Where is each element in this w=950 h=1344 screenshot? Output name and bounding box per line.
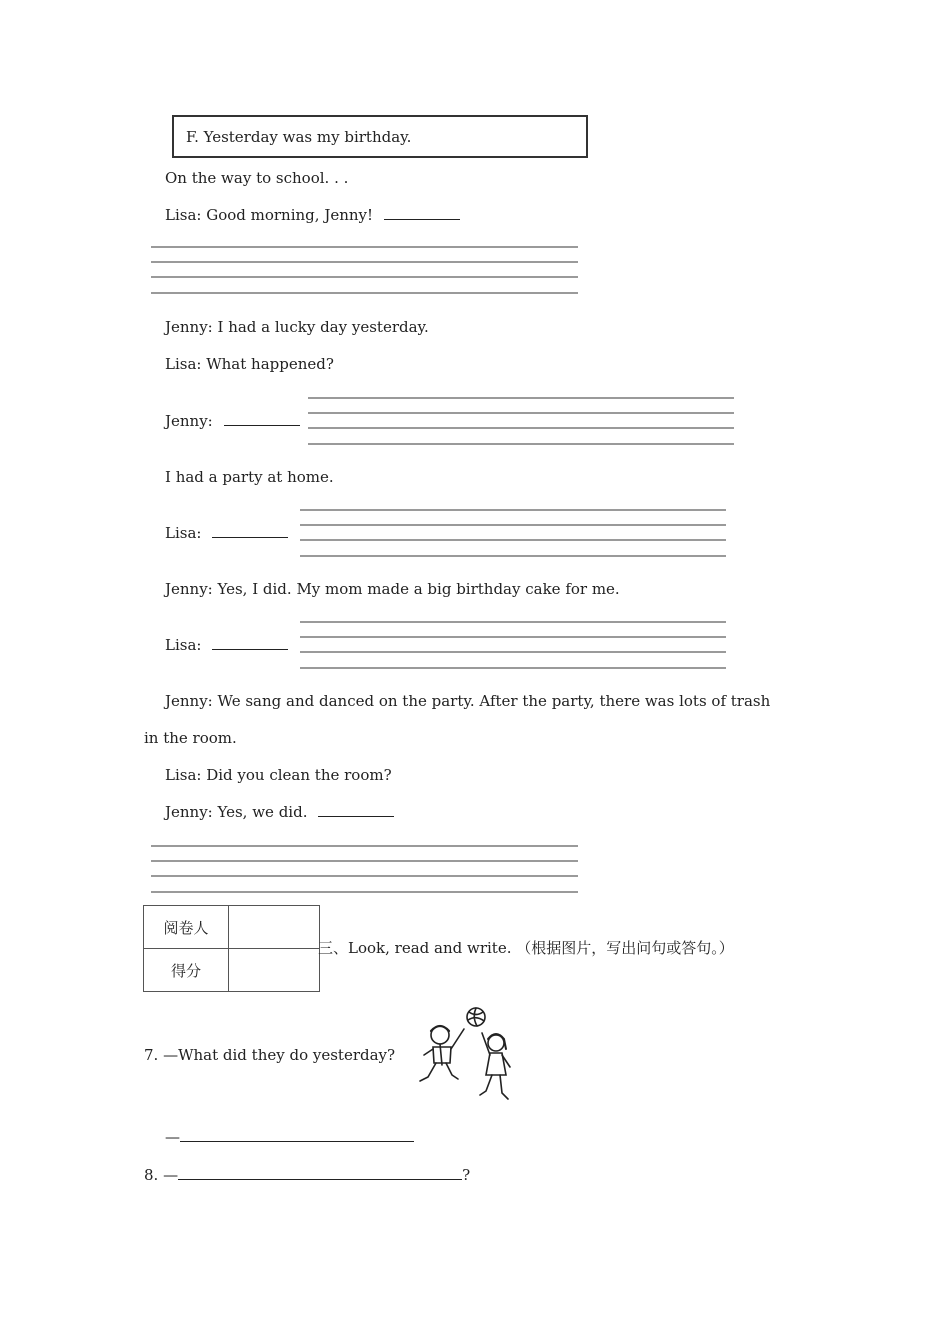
writing-lines[interactable]: [151, 246, 578, 296]
rule-line: [300, 509, 726, 511]
question-8: [144, 1163, 470, 1185]
dialogue-line-2: Jenny: I had a lucky day yesterday.: [165, 318, 429, 336]
question-8-prefix: 8. —: [144, 1166, 179, 1184]
rule-line: [151, 891, 578, 893]
rule-line: [300, 667, 726, 669]
writing-lines[interactable]: [300, 621, 726, 671]
dialogue-line-9a: Jenny: We sang and danced on the party. After the party, there was lots of trash: [165, 692, 771, 710]
rule-line: [151, 276, 578, 278]
rule-line: [308, 397, 734, 399]
section-f-title-box: [172, 115, 588, 158]
rule-line: [300, 555, 726, 557]
reviewer-label: 阅卷人: [144, 906, 229, 949]
answer-7-line: [165, 1125, 414, 1147]
answer-7-blank[interactable]: [180, 1125, 414, 1142]
question-7: 7. —What did they do yesterday?: [144, 1046, 396, 1064]
rule-line: [151, 292, 578, 294]
rule-line: [308, 412, 734, 414]
score-cell[interactable]: [229, 949, 320, 992]
intro-line: On the way to school. . .: [165, 169, 349, 187]
rule-line: [151, 261, 578, 263]
dialogue-line-3: Lisa: What happened?: [165, 355, 334, 373]
rule-line: [151, 875, 578, 877]
dialogue-text: Lisa:: [165, 636, 202, 654]
section-3-heading: 三、Look, read and write. （根据图片，写出问句或答句。）: [318, 939, 734, 957]
writing-lines[interactable]: [151, 845, 578, 895]
grading-table: [143, 905, 320, 992]
answer-blank[interactable]: [224, 411, 300, 426]
dialogue-line-9b: in the room.: [144, 729, 237, 747]
answer-blank[interactable]: [318, 802, 394, 817]
writing-lines[interactable]: [308, 397, 734, 447]
question-8-blank[interactable]: [178, 1163, 462, 1180]
rule-line: [300, 651, 726, 653]
rule-line: [308, 427, 734, 429]
answer-blank[interactable]: [384, 205, 460, 220]
score-label: 得分: [144, 949, 229, 992]
dialogue-text: Lisa:: [165, 524, 202, 542]
dialogue-line-10: Lisa: Did you clean the room?: [165, 766, 392, 784]
dialogue-text: Jenny: Yes, we did.: [165, 803, 308, 821]
dialogue-line-1: [165, 205, 460, 225]
writing-lines[interactable]: [300, 509, 726, 559]
rule-line: [300, 539, 726, 541]
dash-prefix: —: [165, 1128, 180, 1146]
dialogue-line-6: [165, 523, 288, 543]
dialogue-line-4: [165, 411, 300, 431]
rule-line: [151, 246, 578, 248]
kids-playing-ball-illustration: [416, 1003, 516, 1107]
rule-line: [300, 621, 726, 623]
illustration-svg: [416, 1003, 516, 1107]
section-f-title: F. Yesterday was my birthday.: [186, 128, 412, 146]
rule-line: [151, 860, 578, 862]
rule-line: [300, 524, 726, 526]
question-mark: ?: [462, 1166, 471, 1184]
dialogue-line-5: I had a party at home.: [165, 468, 334, 486]
rule-line: [300, 636, 726, 638]
answer-blank[interactable]: [212, 635, 288, 650]
dialogue-line-11: [165, 802, 394, 822]
dialogue-text: Lisa: Good morning, Jenny!: [165, 206, 374, 224]
rule-line: [151, 845, 578, 847]
dialogue-text: Jenny:: [165, 412, 213, 430]
dialogue-line-7: Jenny: Yes, I did. My mom made a big birthday cake for me.: [165, 580, 620, 598]
rule-line: [308, 443, 734, 445]
dialogue-line-8: [165, 635, 288, 655]
reviewer-cell[interactable]: [229, 906, 320, 949]
answer-blank[interactable]: [212, 523, 288, 538]
